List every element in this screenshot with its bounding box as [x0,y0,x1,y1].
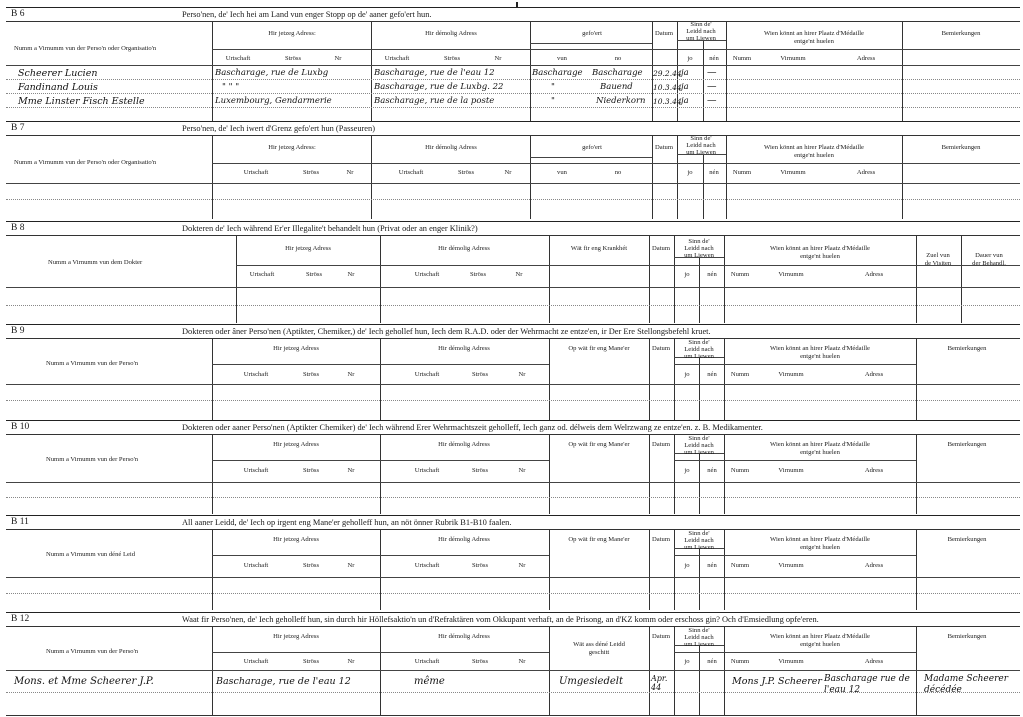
life-col-header-3: um Liewen [686,149,716,156]
medal-col-header-2: entge'nt huelen [800,253,840,260]
hw-b12-med-name: Mons J.P. Scheerer [732,676,822,687]
remarks-col-header: Bemierkungen [947,345,987,352]
section-title: Dokteren oder âner Perso'nen (Aptikter, Chemiker,) de' Iech gehollef hun, Iech dem R.A.D. oder der Wehrmacht ze entze'en, ir Der Ere Stellongsbefehl kruet. [182,327,711,336]
remarks-col-header: Bemierkungen [941,144,981,151]
life-col-header-2: Leidd nach [686,28,716,35]
sub-numm: Numm [730,371,750,378]
addr-now-header: Hir jetzeg Adress: [268,30,316,37]
life-col-header-3: um Liewen [684,252,714,259]
yes-col: jo [684,562,690,569]
hw-b6-now-1: Bascharage, rue de Luxbg [215,68,329,78]
no-col: nén [707,562,717,569]
sub-nr: Nr [334,55,342,62]
section-title: Perso'nen, de' Iech iwert d'Grenz gefo'ert hun (Passeuren) [182,124,376,133]
life-col-header: Sinn de' [688,530,710,537]
addr-then-header: Hir démolig Adress [438,245,490,252]
life-col-header: Sinn de' [690,135,712,142]
sub-virnumm: Virnumm [780,169,806,176]
date-col-header: Datum [652,536,670,543]
sub-nr: Nr [347,658,355,665]
sub-vun: vun [557,55,567,62]
name-col-header: Numm a Virnumm vun der Perso'n [46,648,139,655]
hw-b12-now: Bascharage, rue de l'eau 12 [216,676,351,687]
sub-urtschaft: Urtschaft [414,467,440,474]
section-header-b9 [6,324,1020,339]
yes-col: jo [684,371,690,378]
sub-nr: Nr [347,467,355,474]
hw-b6-life-2: ja [681,82,689,92]
life-col-header-2: Leidd nach [684,346,714,353]
addr-now-header: Hir jetzeg Adress [273,633,319,640]
sub-no: no [614,55,622,62]
life-col-header: Sinn de' [690,21,712,28]
sub-numm: Numm [730,467,750,474]
no-col: nén [707,371,717,378]
section-code: B 9 [11,326,25,336]
hw-b12-what: Umgesiedelt [559,676,624,687]
visits-col-header: Zuel vun [926,252,950,259]
name-col-header: Numm a Virnumm vun déné Leid [46,551,136,558]
sub-urtschaft: Urtschaft [225,55,251,62]
life-col-header: Sinn de' [688,435,710,442]
sub-urtschaft: Urtschaft [243,658,269,665]
life-col-header-3: um Liewen [686,35,716,42]
medal-col-header: Wien könnt an hirer Plaatz d'Médaille [770,441,870,448]
sub-vun: vun [557,169,567,176]
extra-col-header: gefo'ert [582,30,602,37]
duration-col-header-2: der Behandl. [972,260,1006,267]
hw-b6-then-1: Bascharage, rue de l'eau 12 [374,68,495,78]
visits-col-header-2: de Visiten [924,260,952,267]
sub-stross: Ströss [443,55,461,62]
sub-urtschaft: Urtschaft [414,562,440,569]
medal-col-header-2: entge'nt huelen [794,38,834,45]
name-col-header: Numm a Virnumm vun der Perso'n [46,360,139,367]
section-code: B 8 [11,223,25,233]
sub-virnumm: Virnumm [780,55,806,62]
name-col-header: Numm a Virnumm vun der Perso'n [46,456,139,463]
sub-stross: Ströss [305,271,323,278]
sub-stross: Ströss [471,658,489,665]
hw-b12-name: Mons. et Mme Scheerer J.P. [14,676,154,687]
sub-nr: Nr [518,562,526,569]
date-col-header: Datum [652,345,670,352]
date-col-header: Datum [655,30,673,37]
sub-adress: Adress [864,562,884,569]
section-code: B 6 [11,9,25,19]
name-col-header: Numm a Virnumm vun der Perso'n oder Organisatio'n [14,159,157,166]
hw-b6-to-3: Niederkorn [596,96,646,106]
section-header-b11 [6,515,1020,530]
hw-b6-date-1: 29.2.44 [653,69,682,78]
sub-nr: Nr [347,271,355,278]
sub-stross: Ströss [302,562,320,569]
sub-virnumm: Virnumm [778,271,804,278]
hw-b12-then: même [414,676,445,687]
hw-b6-date-2: 10.3.44 [653,83,682,92]
sub-virnumm: Virnumm [778,467,804,474]
section-header-b8 [6,221,1020,236]
sub-urtschaft: Urtschaft [249,271,275,278]
addr-now-header: Hir jetzeg Adress [273,345,319,352]
sub-stross: Ströss [457,169,475,176]
sub-urtschaft: Urtschaft [243,562,269,569]
yes-col: jo [684,271,690,278]
section-header-b10 [6,420,1020,435]
section-title: Waat fir Perso'nen, de' Iech geholleff hun, sin durch hir Höllefsaktio'n un d'Refraktären vom Okkupant verhaft, an de Prisong, an d'KZ komm oder erschoss gin? Och d'Emsiedlung opfe'eren. [182,615,819,624]
no-col: nén [709,55,719,62]
yes-col: jo [684,658,690,665]
section-code: B 11 [11,517,29,527]
sub-stross: Ströss [471,467,489,474]
sub-stross: Ströss [302,169,320,176]
section-header-b7 [6,121,1020,136]
sub-adress: Adress [856,55,876,62]
extra-col-header: Op wät fir eng Mane'er [568,536,630,543]
addr-then-header: Hir démolig Adress [438,536,490,543]
sub-urtschaft: Urtschaft [398,169,424,176]
sub-stross: Ströss [302,371,320,378]
sub-numm: Numm [730,562,750,569]
sub-adress: Adress [864,658,884,665]
sub-numm: Numm [730,658,750,665]
sub-urtschaft: Urtschaft [414,271,440,278]
hw-b6-med-3: — [707,95,717,106]
section-b9 [6,338,1020,420]
duration-col-header: Dauer vun [975,252,1003,259]
name-col-header: Numm a Virnumm vun der Perso'n oder Organisatio'n [14,45,157,52]
hw-b6-to-2: Bauend [600,82,633,92]
no-col: nén [707,658,717,665]
date-col-header: Datum [652,245,670,252]
hw-b6-med-1: — [707,67,717,78]
hw-b6-to-1: Bascharage [592,68,643,78]
sub-stross: Ströss [469,271,487,278]
sub-urtschaft: Urtschaft [414,371,440,378]
remarks-col-header: Bemierkungen [947,441,987,448]
sub-virnumm: Virnumm [778,658,804,665]
life-col-header: Sinn de' [688,627,710,634]
medal-col-header-2: entge'nt huelen [794,152,834,159]
medal-col-header-2: entge'nt huelen [800,544,840,551]
life-col-header-2: Leidd nach [684,245,714,252]
sub-nr: Nr [347,562,355,569]
section-title: Dokteren oder aaner Perso'nen (Aptikter Chemiker) de' Iech während Erer Wehrmachtszeit geholleff, Iech ganz od. délweis dem Welrzwang ze entze'en. z. B. Medikamenter. [182,423,763,432]
addr-now-header: Hir jetzeg Adress [273,536,319,543]
date-col-header: Datum [652,633,670,640]
hw-b6-name-1: Scheerer Lucien [18,68,98,79]
sub-stross: Ströss [471,562,489,569]
medal-col-header-2: entge'nt huelen [800,641,840,648]
medal-col-header: Wien könnt an hirer Plaatz d'Médaille [770,345,870,352]
hw-b6-from-3: " [551,96,555,106]
hw-b6-now-3: Luxembourg, Gendarmerie [215,96,332,106]
sub-nr: Nr [504,169,512,176]
life-col-header-3: um Liewen [684,544,714,551]
hw-b6-name-3: Mme Linster Fisch Estelle [18,96,145,107]
sub-stross: Ströss [284,55,302,62]
hw-b6-life-1: ja [681,68,689,78]
section-b11 [6,529,1020,610]
extra-col-header-2: geschitt [588,649,610,656]
section-b6 [6,21,1020,121]
sub-nr: Nr [346,169,354,176]
medal-col-header: Wien könnt an hirer Plaatz d'Médaille [770,633,870,640]
form-sheet [6,2,1020,715]
date-col-header: Datum [652,441,670,448]
extra-col-header: gefo'ert [582,144,602,151]
addr-then-header: Hir démolig Adress [425,30,477,37]
hw-b6-life-3: ja [681,96,689,106]
hw-b6-from-2: " [551,82,555,92]
no-col: nén [709,169,719,176]
life-col-header-3: um Liewen [684,449,714,456]
name-col-header: Numm a Virnumm vun dem Dokter [48,259,143,266]
addr-then-header: Hir démolig Adress [438,633,490,640]
yes-col: jo [687,55,693,62]
hw-b6-then-2: Bascharage, rue de Luxbg. 22 [374,82,504,92]
sub-numm: Numm [732,55,752,62]
extra-col-header: Wät ass déné Leidd [573,641,625,648]
sub-urtschaft: Urtschaft [384,55,410,62]
addr-then-header: Hir démolig Adress [438,345,490,352]
remarks-col-header: Bemierkungen [941,30,981,37]
section-title: Perso'nen, de' Iech hei am Land vun enger Stopp op de' aaner gefo'ert hun. [182,10,432,19]
life-col-header-2: Leidd nach [684,442,714,449]
section-b12 [6,626,1020,716]
life-col-header-3: um Liewen [684,353,714,360]
medal-col-header: Wien könnt an hirer Plaatz d'Médaille [764,144,864,151]
no-col: nén [707,271,717,278]
hw-b12-date: Apr. 44 [651,674,668,692]
sub-stross: Ströss [302,467,320,474]
addr-now-header: Hir jetzeg Adress: [268,144,316,151]
section-b10 [6,434,1020,514]
sub-nr: Nr [494,55,502,62]
sub-adress: Adress [864,271,884,278]
hw-b6-date-3: 10.3.44 [653,97,682,106]
section-code: B 10 [11,422,30,432]
life-col-header-3: um Liewen [684,641,714,648]
life-col-header-2: Leidd nach [684,537,714,544]
medal-col-header: Wien könnt an hirer Plaatz d'Médaille [764,30,864,37]
hw-b6-med-2: — [707,81,717,92]
medal-col-header-2: entge'nt huelen [800,353,840,360]
hw-b12-remarks: Madame Scheerer décédée [924,674,1009,695]
sub-numm: Numm [730,271,750,278]
sub-no: no [614,169,622,176]
section-b7 [6,135,1020,219]
section-header-b12 [6,612,1020,627]
life-col-header: Sinn de' [688,238,710,245]
yes-col: jo [687,169,693,176]
sub-virnumm: Virnumm [778,562,804,569]
section-b8 [6,235,1020,323]
life-col-header: Sinn de' [688,339,710,346]
medal-col-header: Wien könnt an hirer Plaatz d'Médaille [770,536,870,543]
addr-then-header: Hir démolig Adress [425,144,477,151]
life-col-header-2: Leidd nach [684,634,714,641]
hw-b6-name-2: Fandinand Louis [18,82,98,93]
sub-nr: Nr [515,271,523,278]
hw-b6-from-1: Bascharage [532,68,583,78]
extra-col-header: Wät fir eng Krankhét [570,245,628,252]
sub-adress: Adress [864,371,884,378]
hw-b12-med-addr: Bascharage rue de l'eau 12 [824,674,910,695]
sub-urtschaft: Urtschaft [414,658,440,665]
sub-stross: Ströss [302,658,320,665]
date-col-header: Datum [655,144,673,151]
section-header-b6 [6,7,1020,22]
medal-col-header-2: entge'nt huelen [800,449,840,456]
sub-nr: Nr [518,658,526,665]
addr-then-header: Hir démolig Adress [438,441,490,448]
remarks-col-header: Bemierkungen [947,633,987,640]
sub-nr: Nr [518,371,526,378]
sub-urtschaft: Urtschaft [243,371,269,378]
sub-virnumm: Virnumm [778,371,804,378]
sub-urtschaft: Urtschaft [243,169,269,176]
sub-stross: Ströss [471,371,489,378]
sub-adress: Adress [856,169,876,176]
hw-b6-now-2: " " " [222,82,240,92]
no-col: nén [707,467,717,474]
remarks-col-header: Bemierkungen [947,536,987,543]
sub-nr: Nr [518,467,526,474]
medal-col-header: Wien könnt an hirer Plaatz d'Médaille [770,245,870,252]
addr-now-header: Hir jetzeg Adress [273,441,319,448]
sub-urtschaft: Urtschaft [243,467,269,474]
sub-nr: Nr [347,371,355,378]
life-col-header-2: Leidd nach [686,142,716,149]
extra-col-header: Op wät fir eng Mane'er [568,441,630,448]
sub-adress: Adress [864,467,884,474]
hw-b6-then-3: Bascharage, rue de la poste [374,96,495,106]
section-title: All aaner Leidd, de' Iech op irgent eng Mane'er geholleff hun, an nöt önner Rubrik B1-B10 faalen. [182,518,512,527]
section-title: Dokteren de' Iech während Er'er Illegalite't behandelt hun (Privat oder an enger Klinik?) [182,224,478,233]
section-code: B 7 [11,123,25,133]
addr-now-header: Hir jetzeg Adress [285,245,331,252]
yes-col: jo [684,467,690,474]
section-code: B 12 [11,614,30,624]
sub-numm: Numm [732,169,752,176]
extra-col-header: Op wät fir eng Mane'er [568,345,630,352]
